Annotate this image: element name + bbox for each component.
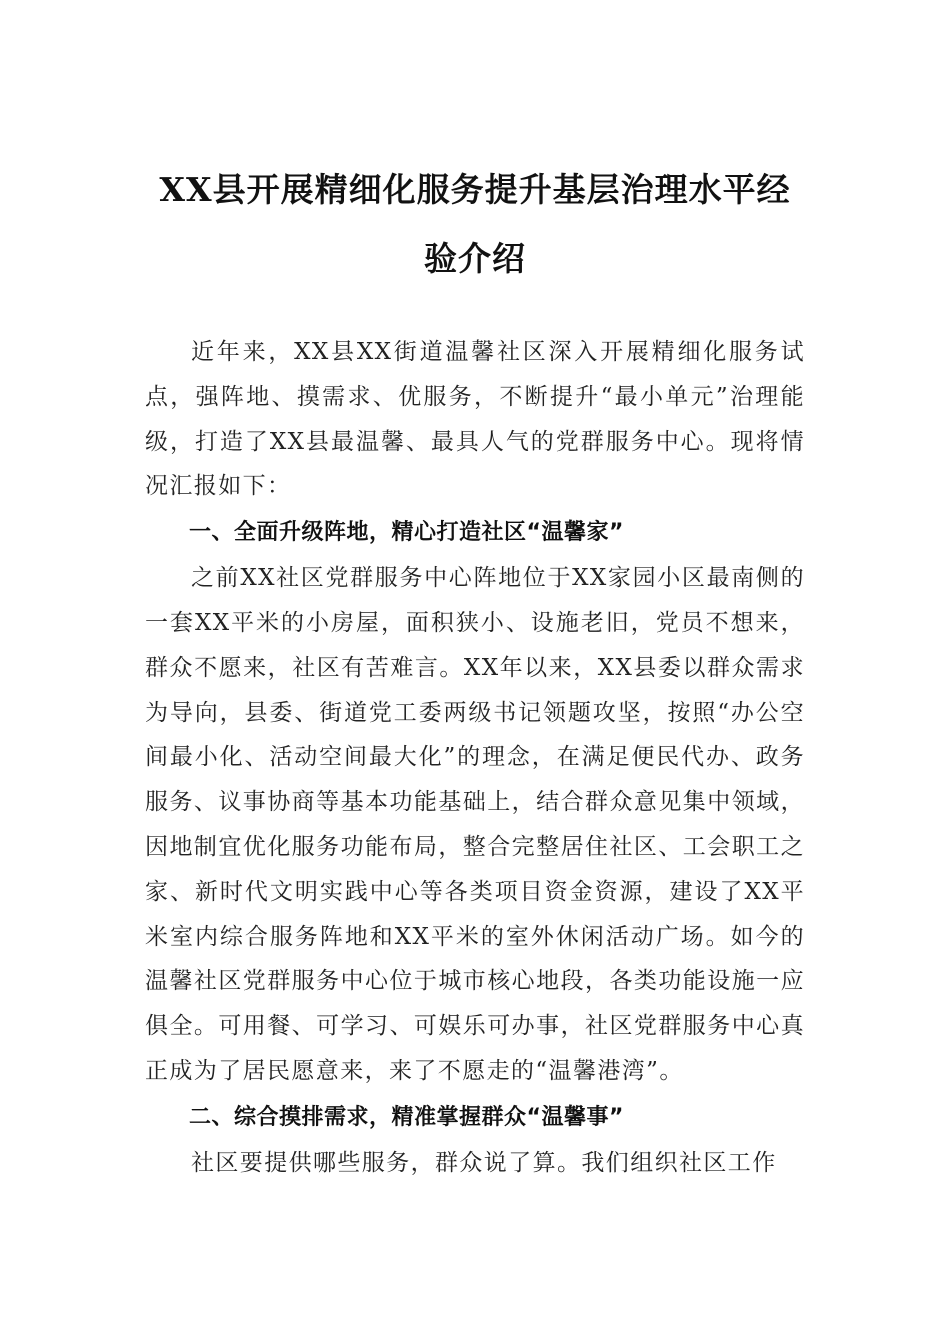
document-title-line-1: XX县开展精细化服务提升基层治理水平经	[159, 170, 791, 209]
intro-paragraph: 近年来，XX县XX街道温馨社区深入开展精细化服务试点，强阵地、摸需求、优服务，不断提升“最小单元”治理能级，打造了XX县最温馨、最具人气的党群服务中心。现将情况汇报如下：	[145, 339, 805, 500]
document-title-line-2: 验介绍	[424, 239, 526, 278]
section-2-paragraph: 社区要提供哪些服务，群众说了算。我们组织社区工作	[191, 1149, 777, 1176]
section-heading-2: 二、综合摸排需求，精准掌握群众“温馨事”	[189, 1104, 624, 1130]
document-body	[145, 330, 805, 1186]
section-1-paragraph: 之前XX社区党群服务中心阵地位于XX家园小区最南侧的一套XX平米的小房屋，面积狭小、设施老旧，党员不想来，群众不愿来，社区有苦难言。XX年以来，XX县委以群众需求为导向，县委、街道党工委两级书记领题攻坚，按照“办公空间最小化、活动空间最大化”的理念，在满足便民代办、政务服务、议事协商等基本功能基础上，结合群众意见集中领域，因地制宜优化服务功能布局，整合完整居住社区、工会职工之家、新时代文明实践中心等各类项目资金资源，建设了XX平米室内综合服务阵地和XX平米的室外休闲活动广场。如今的温馨社区党群服务中心位于城市核心地段，各类功能设施一应俱全。可用餐、可学习、可娱乐可办事，社区党群服务中心真正成为了居民愿意来，来了不愿走的“温馨港湾”。	[145, 565, 805, 1084]
section-heading-1: 一、全面升级阵地，精心打造社区“温馨家”	[189, 520, 624, 546]
